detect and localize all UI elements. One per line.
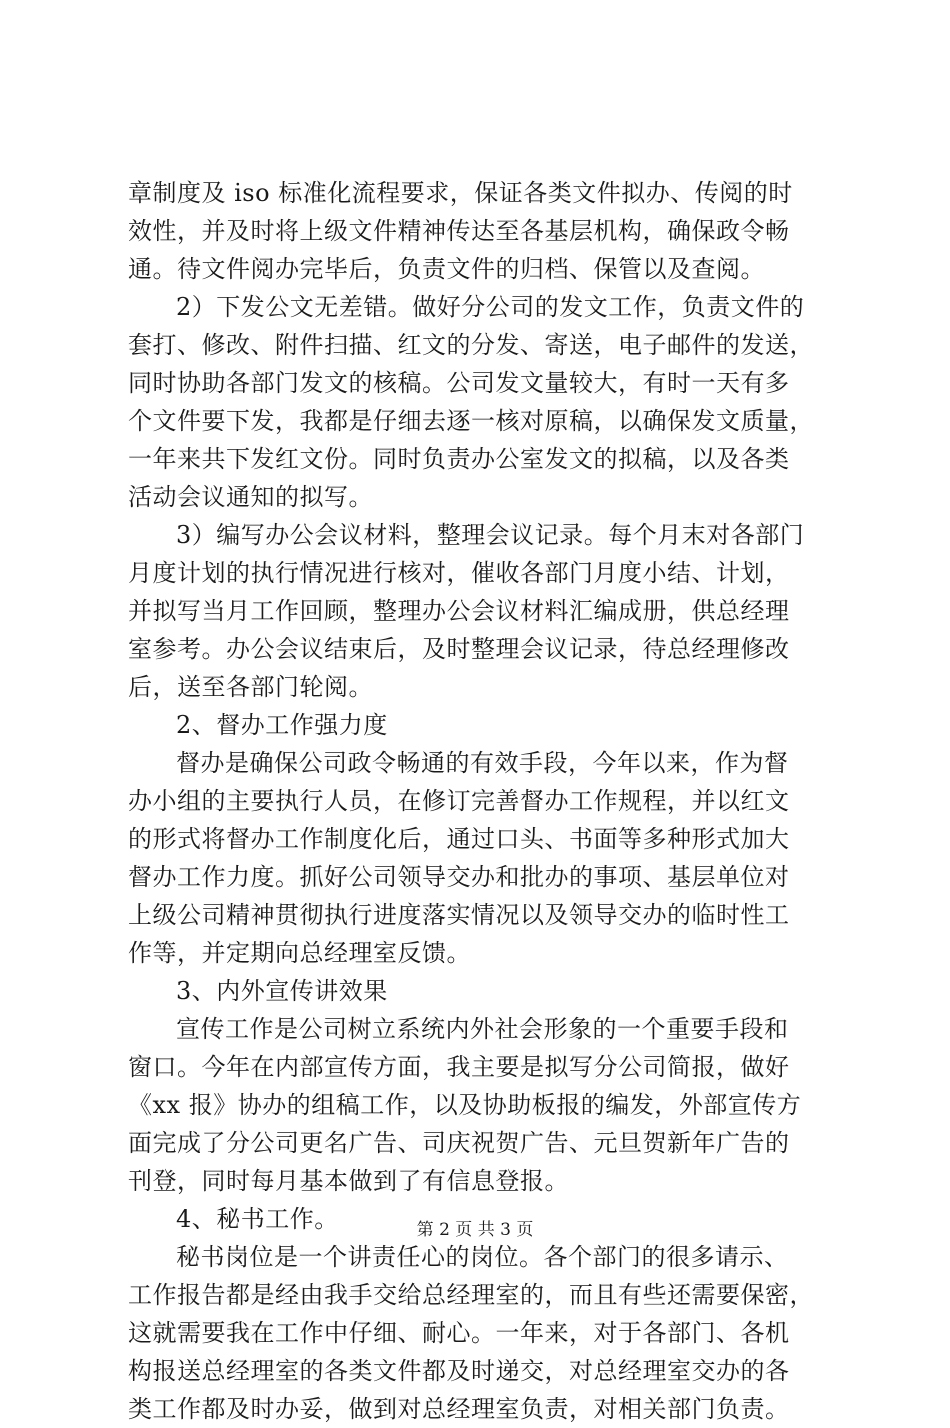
text-line: 上级公司精神贯彻执行进度落实情况以及领导交办的临时性工: [128, 901, 790, 929]
text-line: 章制度及 iso 标准化流程要求，保证各类文件拟办、传阅的时: [128, 179, 793, 207]
text-line: 通。待文件阅办完毕后，负责文件的归档、保管以及查阅。: [128, 255, 765, 283]
text-line: 刊登，同时每月基本做到了有信息登报。: [128, 1167, 569, 1195]
text-line: 工作报告都是经由我手交给总经理室的，而且有些还需要保密，: [128, 1281, 814, 1309]
text-line: 套打、修改、附件扫描、红文的分发、寄送，电子邮件的发送，: [128, 331, 814, 359]
text-line: 《xx 报》协办的组稿工作，以及协助板报的编发，外部宣传方: [128, 1091, 802, 1119]
text-line: 宣传工作是公司树立系统内外社会形象的一个重要手段和: [176, 1015, 789, 1043]
text-line: 月度计划的执行情况进行核对，催收各部门月度小结、计划，: [128, 559, 790, 587]
text-line: 类工作都及时办妥，做到对总经理室负责，对相关部门负责。: [128, 1395, 790, 1423]
text-line: 秘书岗位是一个讲责任心的岗位。各个部门的很多请示、: [176, 1243, 789, 1271]
text-line: 后，送至各部门轮阅。: [128, 673, 373, 701]
text-line: 作等，并定期向总经理室反馈。: [128, 939, 471, 967]
text-line: 2、督办工作强力度: [176, 711, 388, 739]
text-line: 的形式将督办工作制度化后，通过口头、书面等多种形式加大: [128, 825, 790, 853]
text-line: 办小组的主要执行人员，在修订完善督办工作规程，并以红文: [128, 787, 790, 815]
text-line: 3、内外宣传讲效果: [176, 977, 388, 1005]
text-line: 个文件要下发，我都是仔细去逐一核对原稿，以确保发文质量，: [128, 407, 814, 435]
text-line: 窗口。今年在内部宣传方面，我主要是拟写分公司简报，做好: [128, 1053, 790, 1081]
text-line: 这就需要我在工作中仔细、耐心。一年来，对于各部门、各机: [128, 1319, 790, 1347]
text-line: 督办工作力度。抓好公司领导交办和批办的事项、基层单位对: [128, 863, 790, 891]
text-line: 室参考。办公会议结束后，及时整理会议记录，待总经理修改: [128, 635, 790, 663]
text-line: 面完成了分公司更名广告、司庆祝贺广告、元旦贺新年广告的: [128, 1129, 790, 1157]
text-line: 督办是确保公司政令畅通的有效手段，今年以来，作为督: [176, 749, 789, 777]
text-line: 并拟写当月工作回顾，整理办公会议材料汇编成册，供总经理: [128, 597, 790, 625]
text-line: 2）下发公文无差错。做好分公司的发文工作，负责文件的: [176, 293, 805, 321]
text-line: 效性，并及时将上级文件精神传达至各基层机构，确保政令畅: [128, 217, 790, 245]
page-footer: [0, 1215, 950, 1240]
text-line: 同时协助各部门发文的核稿。公司发文量较大，有时一天有多: [128, 369, 790, 397]
page-number-label: 第 2 页 共 3 页: [416, 1220, 534, 1240]
text-line: 4、秘书工作。: [176, 1205, 339, 1233]
text-line: 一年来共下发红文份。同时负责办公室发文的拟稿，以及各类: [128, 445, 790, 473]
text-line: 活动会议通知的拟写。: [128, 483, 373, 511]
text-line: 构报送总经理室的各类文件都及时递交，对总经理室交办的各: [128, 1357, 790, 1385]
text-line: 3）编写办公会议材料，整理会议记录。每个月末对各部门: [176, 521, 805, 549]
